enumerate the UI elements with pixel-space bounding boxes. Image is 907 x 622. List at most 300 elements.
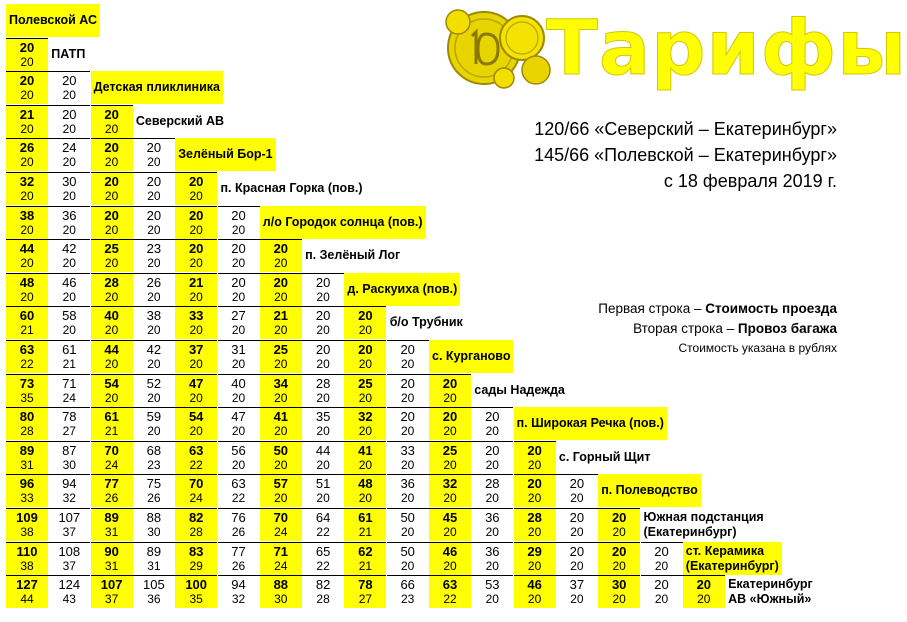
stop-name: д. Раскуиха (пов.) [347,281,458,296]
stop-name-line-2: (Екатеринбург) [643,525,737,539]
baggage-value: 20 [147,189,161,203]
baggage-value: 20 [20,54,34,69]
fare-value: 46 [527,577,542,593]
fare-value: 20 [188,207,204,223]
fare-value: 32 [358,409,373,425]
fare-value: 54 [104,375,119,391]
baggage-value: 20 [20,88,34,103]
fare-value: 20 [485,442,500,458]
fare-value: 77 [104,476,119,492]
stop-name: п. Красная Горка (пов.) [220,181,363,195]
fare-value: 59 [146,409,162,425]
fare-value: 20 [611,543,627,559]
fare-cell [6,474,48,507]
fare-cell [218,306,260,339]
legend-line-1-prefix: Первая строка – [598,301,702,316]
baggage-value: 20 [274,424,288,439]
fare-cell [260,340,302,373]
fare-value: 82 [188,510,204,525]
fare-value: 52 [146,375,162,391]
fare-cell [91,374,133,407]
fare-value: 20 [188,241,204,257]
fare-cell [429,474,471,507]
currency-note: Стоимость указана в рублях [678,341,837,355]
fare-value: 77 [231,543,246,559]
baggage-value: 20 [274,491,288,506]
fare-value: 70 [188,476,204,492]
fare-cell [175,172,217,205]
baggage-value: 20 [20,289,34,304]
baggage-value: 20 [401,457,415,472]
fare-cell [48,138,90,171]
fare-cell [91,138,133,171]
fare-value: 20 [146,207,162,223]
fare-value: 54 [188,409,204,425]
baggage-value: 20 [62,323,76,338]
baggage-value: 37 [62,525,76,539]
fare-value: 63 [231,476,246,492]
legend-line-1-value: Стоимость проезда [705,301,837,316]
baggage-value: 21 [358,558,373,573]
fare-cell [471,542,513,575]
baggage-value: 20 [570,491,584,506]
baggage-value: 20 [104,289,119,304]
fare-cell [387,508,429,541]
fare-cell [387,340,429,373]
fare-value: 21 [19,106,35,122]
fare-cell [344,306,386,339]
baggage-value: 20 [401,390,415,405]
baggage-value: 31 [104,558,119,573]
fare-value: 89 [19,442,35,458]
fare-cell [133,542,175,575]
baggage-value: 37 [62,558,76,573]
fare-value: 82 [315,577,331,593]
baggage-value: 20 [274,390,288,405]
fare-cell [514,474,556,507]
fare-value: 20 [19,73,35,89]
fare-value: 20 [358,308,373,324]
fare-value: 20 [273,241,289,257]
fare-cell [133,172,175,205]
fare-value: 44 [315,442,331,458]
fare-value: 46 [62,274,77,290]
fare-cell [471,508,513,541]
stop-name: Екатеринбург [728,577,813,592]
fare-cell [429,575,471,608]
fare-value: 50 [273,442,289,458]
fare-cell [48,508,90,541]
fare-value: 32 [442,476,458,492]
fare-cell [48,340,90,373]
fare-cell [133,273,175,306]
baggage-value: 20 [147,424,161,439]
fare-value: 20 [569,543,585,559]
baggage-value: 20 [527,525,542,539]
baggage-value: 20 [147,155,161,170]
fare-value: 88 [146,510,162,525]
fare-cell [514,542,556,575]
baggage-value: 20 [401,491,415,506]
fare-cell [91,407,133,440]
fare-cell [344,508,386,541]
baggage-value: 20 [401,424,415,439]
baggage-value: 20 [358,424,373,439]
fare-value: 127 [16,577,38,593]
fare-value: 61 [358,510,373,525]
stop-name-line-2: (Екатеринбург) [685,558,779,573]
baggage-value: 20 [231,256,246,271]
fare-cell [387,575,429,608]
fare-cell [302,306,344,339]
fare-value: 27 [231,308,246,324]
fare-cell [260,374,302,407]
baggage-value: 31 [147,558,161,573]
fare-value: 53 [485,577,500,593]
fare-cell [6,239,48,272]
baggage-value: 20 [104,121,119,136]
fare-cell [218,508,260,541]
baggage-value: 20 [612,525,626,539]
fare-cell [6,542,48,575]
baggage-value: 20 [527,457,542,472]
baggage-value: 20 [20,155,34,170]
fare-value: 20 [231,274,246,290]
fare-value: 20 [569,476,585,492]
fare-cell [133,340,175,373]
fare-cell [471,407,513,440]
fare-cell [48,172,90,205]
baggage-value: 26 [104,491,119,506]
fare-value: 94 [62,476,77,492]
fare-cell [260,306,302,339]
fare-cell [175,441,217,474]
fare-cell [260,407,302,440]
fare-cell [302,441,344,474]
fare-value: 110 [16,543,38,559]
baggage-value: 24 [62,390,76,405]
fare-value: 20 [696,577,712,593]
fare-cell [218,474,260,507]
stop-label [429,340,513,373]
fare-value: 30 [611,577,627,593]
fare-value: 28 [104,274,119,290]
baggage-value: 20 [62,222,76,237]
fare-value: 28 [527,510,542,525]
fare-value: 28 [315,375,331,391]
fare-value: 42 [146,342,162,357]
baggage-value: 20 [316,424,330,439]
stop-name: Южная подстанция [643,510,764,524]
baggage-value: 20 [147,357,161,371]
fare-cell [387,441,429,474]
stop-name: с. Курганово [432,349,511,363]
fare-value: 61 [104,409,119,425]
fare-value: 20 [62,73,77,89]
fare-cell [218,407,260,440]
baggage-value: 20 [316,457,330,472]
fare-cell [218,273,260,306]
baggage-value: 32 [62,491,76,506]
fare-value: 61 [62,342,77,357]
fare-cell [514,441,556,474]
fare-cell [387,542,429,575]
baggage-value: 20 [189,390,203,405]
baggage-value: 27 [358,592,373,607]
fare-cell [133,306,175,339]
stop-name: п. Зелёный Лог [305,248,401,263]
fare-value: 25 [442,442,458,458]
stop-name: п. Широкая Речка (пов.) [516,416,664,431]
route-line-1: 120/66 «Северский – Екатеринбург» [534,119,837,139]
fare-value: 29 [527,543,542,559]
baggage-value: 24 [189,491,203,506]
baggage-value: 20 [104,256,119,271]
fare-value: 63 [19,342,35,357]
baggage-value: 20 [274,289,288,304]
baggage-value: 20 [443,390,457,405]
page-title: Тарифы [546,3,907,92]
fare-cell [133,138,175,171]
fare-value: 20 [400,409,415,425]
fare-value: 20 [315,274,331,290]
fare-cell [6,71,48,104]
baggage-value: 20 [358,491,373,506]
fare-cell [344,542,386,575]
baggage-value: 20 [485,558,499,573]
stop-label [6,4,100,37]
fare-value: 20 [146,174,162,189]
stop-label [683,542,782,575]
fare-cell [175,273,217,306]
baggage-value: 20 [62,121,76,136]
baggage-value: 20 [62,88,76,103]
fare-value: 20 [442,409,458,425]
fare-value: 66 [400,577,415,593]
fare-cell [6,374,48,407]
fare-cell [514,575,556,608]
fare-cell [429,542,471,575]
fare-value: 20 [358,342,373,357]
fare-value: 71 [62,375,77,391]
baggage-value: 20 [443,457,457,472]
fare-value: 20 [654,577,669,593]
fare-value: 20 [231,207,246,223]
stop-label [48,38,88,71]
fare-cell [48,441,90,474]
fare-value: 20 [62,106,77,122]
baggage-value: 22 [20,357,34,371]
fare-value: 40 [231,375,246,391]
fare-cell [302,340,344,373]
fare-cell [6,172,48,205]
baggage-value: 20 [147,222,161,237]
stop-label [387,306,466,339]
baggage-value: 30 [62,457,76,472]
baggage-value: 20 [358,357,373,371]
fare-cell [6,306,48,339]
fare-value: 33 [188,308,204,324]
baggage-value: 20 [62,155,76,170]
fare-cell [514,508,556,541]
baggage-value: 20 [485,457,499,472]
fare-value: 60 [19,308,35,324]
fare-value: 44 [19,241,35,257]
fare-cell [91,206,133,239]
baggage-value: 28 [189,525,203,539]
fare-value: 20 [104,174,119,189]
fare-cell [48,71,90,104]
baggage-value: 20 [527,491,542,506]
baggage-value: 20 [189,424,203,439]
baggage-value: 20 [527,558,542,573]
fare-value: 20 [527,442,542,458]
fare-cell [6,138,48,171]
fare-cell [218,441,260,474]
fare-value: 33 [400,442,415,458]
baggage-value: 20 [231,424,246,439]
baggage-value: 20 [189,289,203,304]
fare-cell [260,575,302,608]
baggage-value: 38 [20,525,34,539]
fare-cell [6,340,48,373]
fare-value: 38 [19,207,35,223]
fare-cell [91,441,133,474]
fare-value: 37 [188,342,204,357]
baggage-value: 20 [189,256,203,271]
fare-cell [175,407,217,440]
baggage-value: 20 [189,189,203,203]
baggage-value: 28 [316,592,330,607]
fare-cell [344,340,386,373]
baggage-value: 22 [316,558,330,573]
fare-cell [175,206,217,239]
baggage-value: 22 [443,592,457,607]
fare-value: 96 [19,476,35,492]
fare-value: 75 [146,476,162,492]
fare-value: 20 [146,140,162,156]
fare-value: 20 [654,543,669,559]
fare-cell [6,105,48,138]
fare-value: 41 [273,409,289,425]
baggage-value: 20 [654,592,669,607]
baggage-value: 20 [443,424,457,439]
fare-value: 20 [19,39,35,55]
baggage-value: 20 [358,390,373,405]
baggage-value: 20 [104,222,119,237]
fare-cell [556,575,598,608]
legend-line-2-value: Провоз багажа [737,321,837,336]
fare-value: 21 [273,308,289,324]
baggage-value: 20 [697,592,711,607]
fare-value: 68 [146,442,162,458]
fare-value: 20 [273,274,289,290]
baggage-value: 20 [231,357,246,371]
fare-value: 124 [58,577,81,593]
fare-value: 58 [62,308,77,324]
stop-label [471,374,568,407]
fare-value: 47 [231,409,246,425]
baggage-value: 20 [274,457,288,472]
stop-name: с. Горный Щит [558,449,651,464]
fare-cell [556,474,598,507]
coins-icon [440,8,552,90]
fare-value: 70 [273,510,289,525]
fare-value: 20 [611,510,627,525]
baggage-value: 20 [612,592,626,607]
legend-line-1 [598,301,837,316]
fare-value: 37 [569,577,585,593]
fare-cell [218,575,260,608]
fare-cell [302,575,344,608]
baggage-value: 20 [274,357,288,371]
fare-value: 51 [315,476,331,492]
baggage-value: 20 [20,222,34,237]
baggage-value: 20 [612,558,626,573]
fare-value: 30 [62,174,77,189]
stop-label [725,575,816,608]
fare-value: 65 [315,543,331,559]
fare-cell [91,542,133,575]
baggage-value: 20 [401,525,415,539]
fare-value: 20 [231,241,246,257]
fare-cell [133,474,175,507]
baggage-value: 20 [316,357,330,371]
baggage-value: 20 [20,121,34,136]
fare-value: 78 [62,409,77,425]
baggage-value: 20 [316,323,330,338]
baggage-value: 21 [20,323,34,338]
stop-name: Северский АВ [135,113,225,128]
fare-cell [6,508,48,541]
fare-value: 63 [442,577,458,593]
fare-value: 31 [231,342,246,357]
baggage-value: 20 [231,289,246,304]
fare-value: 36 [400,476,415,492]
fare-value: 62 [358,543,373,559]
baggage-value: 20 [147,390,161,405]
baggage-value: 20 [485,491,499,506]
baggage-value: 35 [20,390,34,405]
baggage-value: 20 [570,592,584,607]
baggage-value: 20 [570,558,584,573]
fare-cell [48,374,90,407]
fare-cell [48,206,90,239]
fare-value: 42 [62,241,77,257]
baggage-value: 22 [231,491,246,506]
baggage-value: 20 [485,525,499,539]
fare-cell [471,474,513,507]
fare-value: 107 [58,510,81,525]
fare-cell [302,273,344,306]
fare-value: 100 [185,577,208,593]
baggage-value: 20 [231,390,246,405]
fare-cell [175,340,217,373]
fare-cell [91,273,133,306]
fare-value: 48 [358,476,373,492]
fare-value: 26 [19,140,35,156]
fare-cell [133,206,175,239]
fare-cell [260,474,302,507]
baggage-value: 24 [274,558,288,573]
baggage-value: 21 [104,424,119,439]
fare-cell [91,575,133,608]
fare-cell [260,239,302,272]
fare-value: 36 [485,543,500,559]
fare-cell [91,306,133,339]
baggage-value: 38 [20,558,34,573]
fare-value: 23 [146,241,162,257]
